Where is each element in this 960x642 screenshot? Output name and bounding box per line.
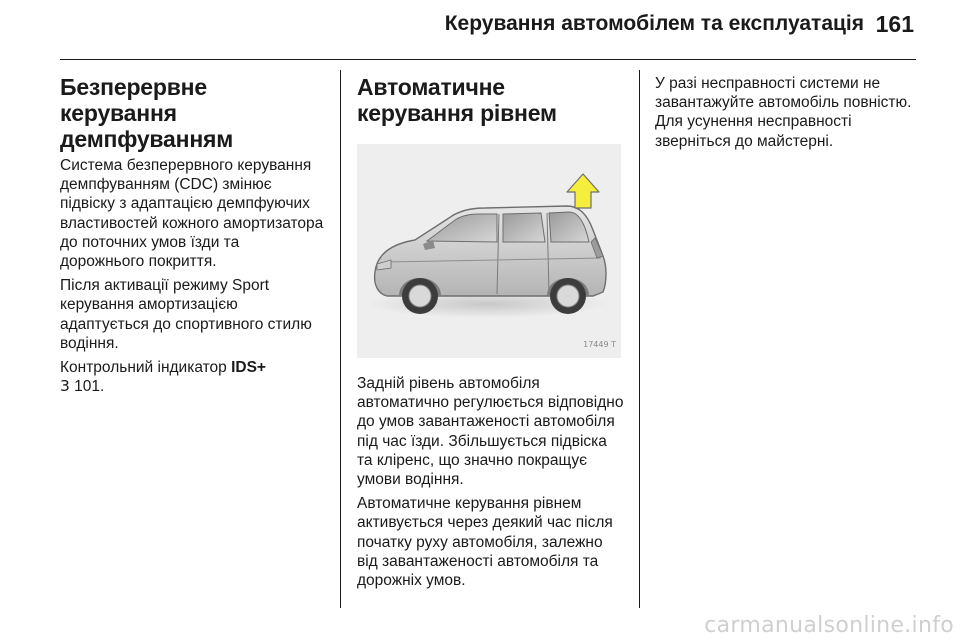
- left-column: [60, 74, 326, 401]
- arrow-reference-icon: 3: [60, 377, 70, 396]
- page-number: 161: [875, 11, 914, 37]
- watermark: carmanualsonline.info: [704, 613, 954, 638]
- malfunction-paragraph: У разі несправності системи не завантажуйте автомобіль повністю. Для усунення несправності зверніться до майстерні.: [655, 75, 912, 150]
- header-divider: [60, 59, 916, 60]
- reference-page: 101.: [69, 378, 105, 396]
- level-paragraph-1: Задній рівень автомобіля автоматично регулюється відповідно до умов завантаженості автомобіля під час їзди. Збільшується підвіска та кліренс, що значно покращує умови водіння.: [357, 375, 624, 489]
- cdc-paragraph-2: Після активації режиму Sport керування амортизацією адаптується до спортивного стилю водіння.: [60, 277, 312, 352]
- section-heading-cdc: Безперервне керування демпфуванням: [60, 74, 234, 152]
- column-divider-left: [340, 70, 341, 608]
- column-divider-right: [639, 70, 640, 608]
- cdc-paragraph-1: Система безперервного керування демпфуванням (CDC) змінює підвіску з адаптацією демпфуючих властивостей кожного амортизатора до поточних умов їзди та дорожнього покриття.: [60, 157, 324, 271]
- section-heading-level-control: Автоматичне керування рівнем: [357, 74, 557, 126]
- car-level-figure: [357, 144, 621, 358]
- car-rear-rim: [557, 285, 579, 307]
- car-middle-window: [503, 213, 545, 242]
- level-up-arrow-icon: [567, 174, 599, 208]
- car-front-rim: [409, 285, 431, 307]
- right-column: [655, 74, 913, 156]
- car-rear-level-icon: [357, 144, 621, 358]
- indicator-name: IDS+: [231, 359, 266, 377]
- middle-column: [357, 74, 625, 595]
- page-header-title: Керування автомобілем та експлуатація: [444, 12, 864, 35]
- figure-code: 17449 T: [583, 339, 616, 349]
- level-paragraph-2: Автоматичне керування рівнем активується через деякий час після початку руху автомобіля, залежно від завантаженості автомобіля та дорожніх умов.: [357, 495, 613, 590]
- cdc-indicator-paragraph: [60, 358, 326, 396]
- indicator-text: Контрольний індикатор: [60, 359, 232, 377]
